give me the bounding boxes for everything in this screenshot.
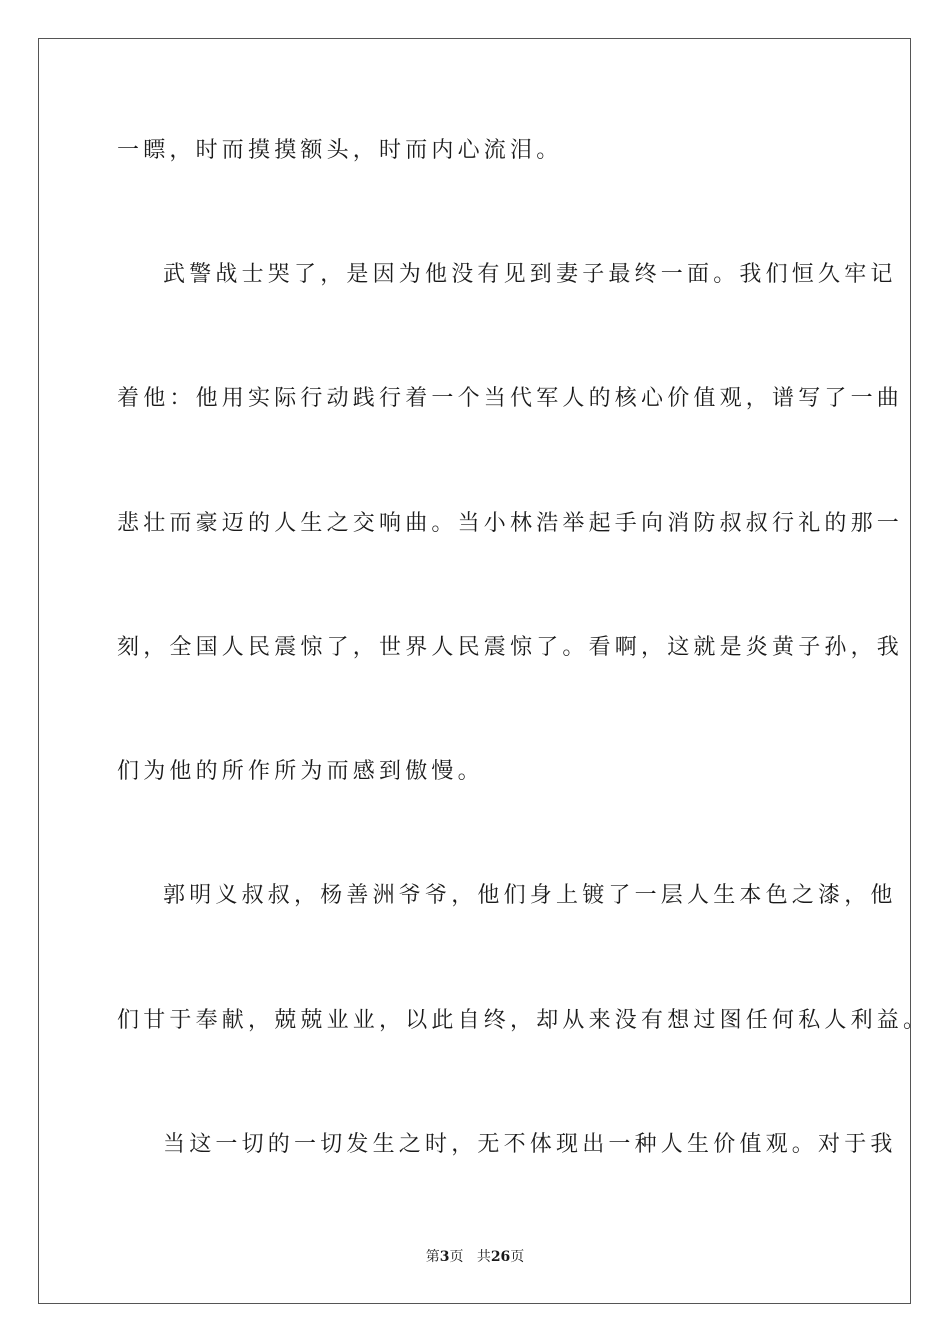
text-line-6: 们为他的所作所为而感到傲慢。 <box>117 759 484 784</box>
text-line-5: 刻，全国人民震惊了，世界人民震惊了。看啊，这就是炎黄子孙，我 <box>117 635 904 660</box>
footer-total-suffix: 页 <box>510 1249 525 1265</box>
text-line-7: 郭明义叔叔，杨善洲爷爷，他们身上镀了一层人生本色之漆，他 <box>163 883 897 908</box>
page-border <box>38 38 930 1304</box>
page-footer <box>0 1248 950 1266</box>
text-line-1: 一瞟，时而摸摸额头，时而内心流泪。 <box>117 138 563 163</box>
text-line-4: 悲壮而豪迈的人生之交响曲。当小林浩举起手向消防叔叔行礼的那一 <box>117 511 904 536</box>
footer-total-prefix: 共 <box>476 1249 491 1265</box>
footer-total-pages: 26 <box>490 1249 511 1265</box>
text-line-8: 们甘于奉献，兢兢业业，以此自终，却从来没有想过图任何私人利益。 <box>117 1008 930 1033</box>
footer-page-suffix: 页 <box>449 1249 464 1265</box>
text-line-9: 当这一切的一切发生之时，无不体现出一种人生价值观。对于我 <box>163 1132 897 1157</box>
text-line-3: 着他：他用实际行动践行着一个当代军人的核心价值观，谱写了一曲 <box>117 386 904 411</box>
footer-page-prefix: 第 <box>425 1249 440 1265</box>
text-line-2: 武警战士哭了，是因为他没有见到妻子最终一面。我们恒久牢记 <box>163 262 897 287</box>
footer-page-number: 3 <box>439 1249 450 1265</box>
